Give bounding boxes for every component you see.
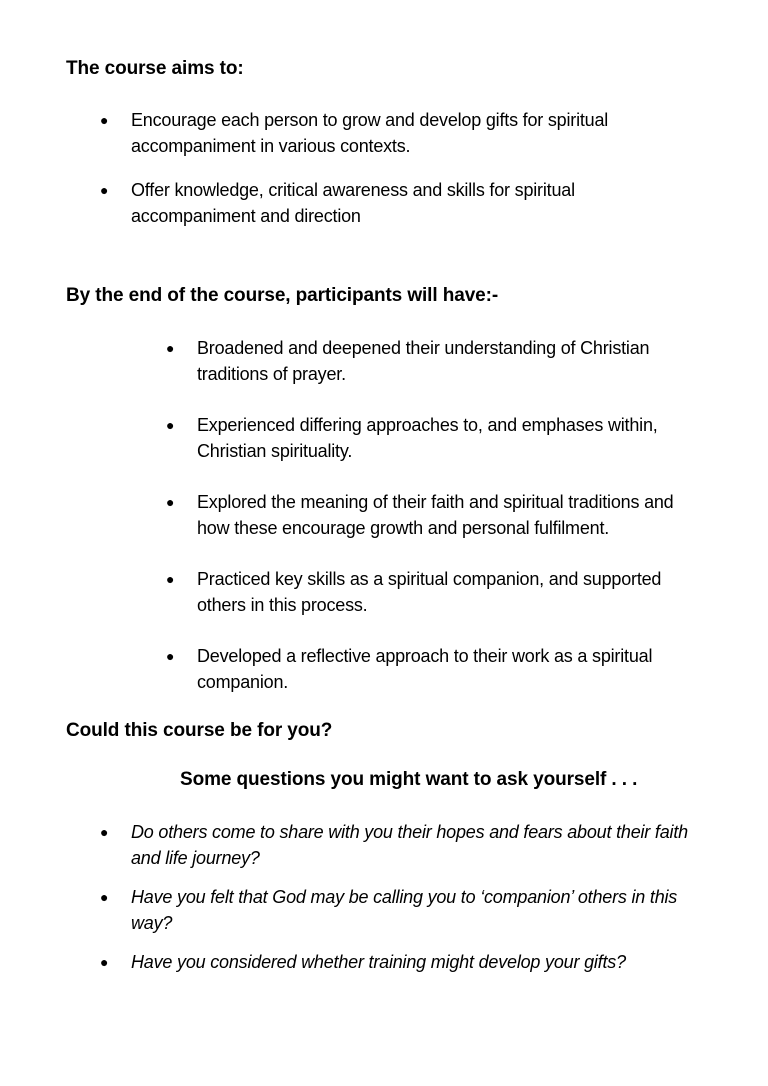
- aims-list: [100, 107, 661, 229]
- bullet-icon: ●: [166, 340, 175, 356]
- bullet-icon: ●: [166, 571, 175, 587]
- list-item: [166, 566, 707, 618]
- list-item-text: Broadened and deepened their understanding of Christian traditions of prayer.: [197, 338, 650, 384]
- bullet-icon: ●: [166, 417, 175, 433]
- list-item: [100, 177, 661, 229]
- list-item-text: Experienced differing approaches to, and emphases within, Christian spirituality.: [197, 415, 658, 461]
- list-item: [100, 107, 661, 159]
- bullet-icon: ●: [166, 494, 175, 510]
- list-item-text: Do others come to share with you their hopes and fears about their faith and life journey?: [131, 822, 688, 868]
- bullet-icon: ●: [100, 824, 109, 840]
- list-item-text: Offer knowledge, critical awareness and skills for spiritual accompaniment and direction: [131, 180, 575, 226]
- questions-subheading: Some questions you might want to ask yourself . . .: [180, 769, 638, 790]
- list-item: [166, 335, 707, 387]
- bullet-icon: ●: [100, 954, 109, 970]
- list-item: [100, 949, 691, 975]
- questions-list: [100, 819, 691, 975]
- list-item: [100, 884, 691, 936]
- bullet-icon: ●: [100, 889, 109, 905]
- outcomes-list: [166, 335, 707, 695]
- outcomes-heading: By the end of the course, participants will have:-: [66, 285, 499, 306]
- list-item: [166, 412, 707, 464]
- bullet-icon: ●: [100, 182, 109, 198]
- list-item: [166, 489, 707, 541]
- questions-heading: Could this course be for you?: [66, 720, 333, 741]
- bullet-icon: ●: [166, 648, 175, 664]
- list-item-text: Developed a reflective approach to their work as a spiritual companion.: [197, 646, 653, 692]
- list-item: [166, 643, 707, 695]
- list-item-text: Encourage each person to grow and develop gifts for spiritual accompaniment in various contexts.: [131, 110, 609, 156]
- bullet-icon: ●: [100, 112, 109, 128]
- list-item-text: Have you considered whether training might develop your gifts?: [131, 952, 626, 972]
- aims-heading: The course aims to:: [66, 58, 244, 79]
- list-item-text: Practiced key skills as a spiritual companion, and supported others in this process.: [197, 569, 662, 615]
- list-item: [100, 819, 691, 871]
- list-item-text: Have you felt that God may be calling you to ‘companion’ others in this way?: [131, 887, 678, 933]
- list-item-text: Explored the meaning of their faith and spiritual traditions and how these encourage growth and personal fulfilment.: [197, 492, 674, 538]
